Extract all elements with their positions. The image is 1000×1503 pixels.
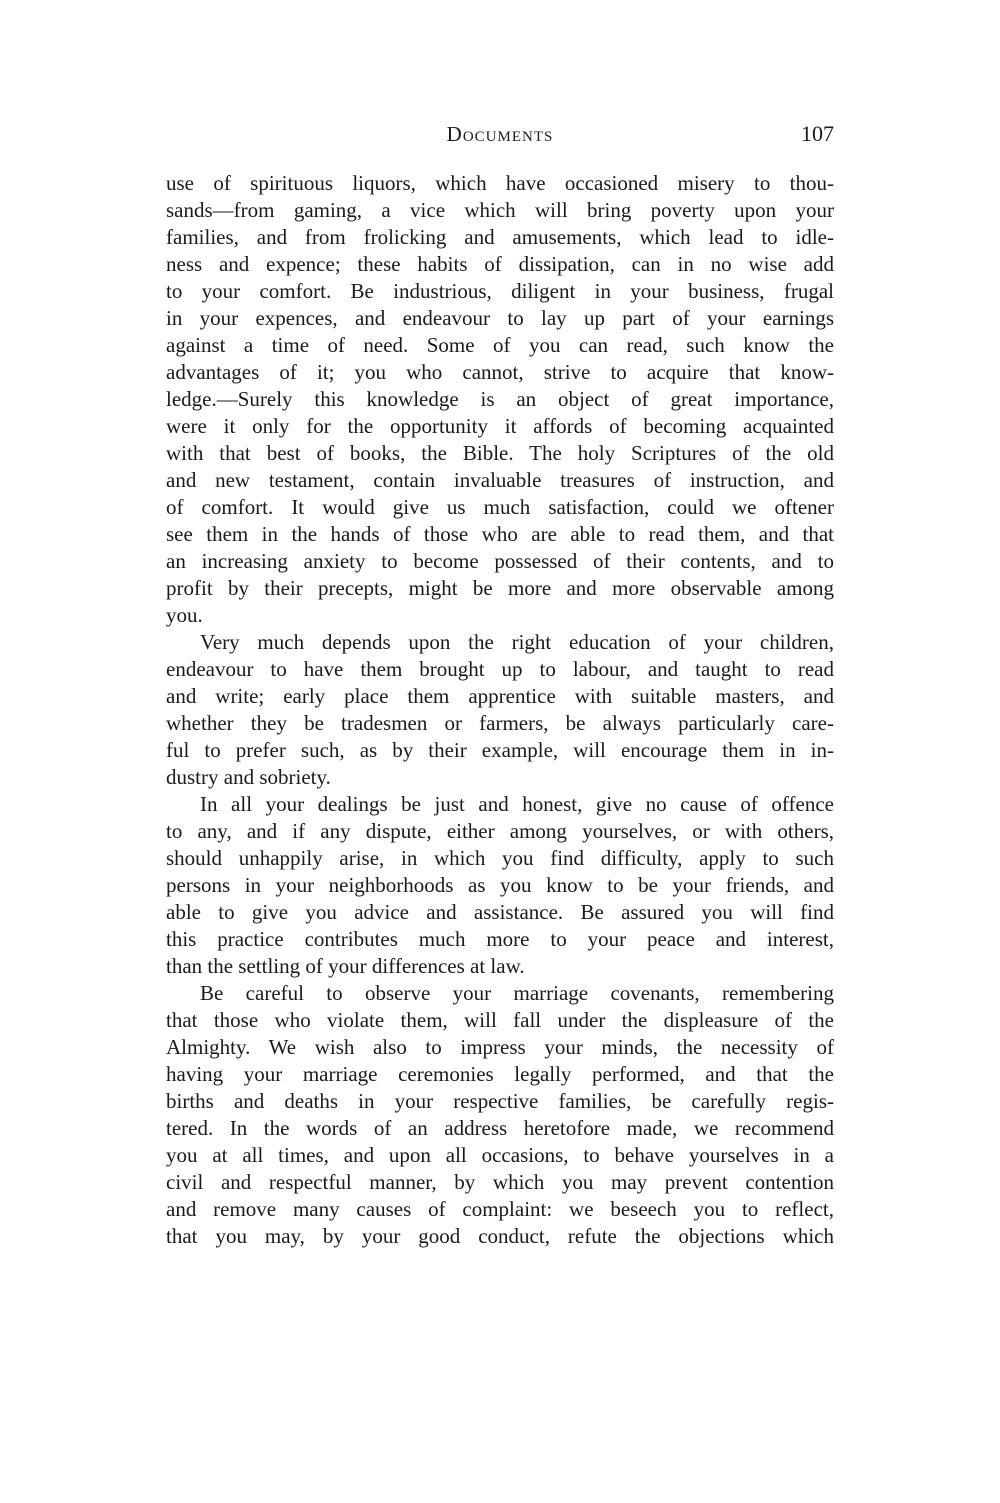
text-line: families, and from frolicking and amusements, which lead to idle- xyxy=(166,225,834,249)
text-line: able to give you advice and assistance. Be assured you will find xyxy=(166,900,834,924)
text-line: Almighty. We wish also to impress your minds, the necessity of xyxy=(166,1035,834,1059)
text-line: and new testament, contain invaluable treasures of instruction, and xyxy=(166,468,834,492)
running-head xyxy=(166,122,834,146)
text-line: against a time of need. Some of you can read, such know the xyxy=(166,333,834,357)
text-line: you at all times, and upon all occasions, to behave yourselves in a xyxy=(166,1143,834,1167)
text-line: with that best of books, the Bible. The holy Scriptures of the old xyxy=(166,441,834,465)
text-line: see them in the hands of those who are able to read them, and that xyxy=(166,522,834,546)
text-line: to any, and if any dispute, either among yourselves, or with others, xyxy=(166,819,834,843)
text-line: should unhappily arise, in which you find difficulty, apply to such xyxy=(166,846,834,870)
text-line: endeavour to have them brought up to labour, and taught to read xyxy=(166,657,834,681)
text-line: use of spirituous liquors, which have occasioned misery to thou- xyxy=(166,171,834,195)
text-line: births and deaths in your respective families, be carefully regis- xyxy=(166,1089,834,1113)
paragraph xyxy=(166,791,834,980)
text-line: an increasing anxiety to become possessed of their contents, and to xyxy=(166,549,834,573)
text-line: civil and respectful manner, by which you may prevent contention xyxy=(166,1170,834,1194)
text-line: Be careful to observe your marriage covenants, remembering xyxy=(200,981,834,1005)
text-line: that those who violate them, will fall under the displeasure of the xyxy=(166,1008,834,1032)
text-line: In all your dealings be just and honest, give no cause of offence xyxy=(200,792,834,816)
body-text xyxy=(166,170,834,1250)
text-line: persons in your neighborhoods as you know to be your friends, and xyxy=(166,873,834,897)
text-line: profit by their precepts, might be more and more observable among xyxy=(166,576,834,600)
paragraph xyxy=(166,170,834,629)
page-number: 107 xyxy=(801,121,834,146)
text-line: having your marriage ceremonies legally performed, and that the xyxy=(166,1062,834,1086)
text-line: to your comfort. Be industrious, diligent in your business, frugal xyxy=(166,279,834,303)
text-line: were it only for the opportunity it affords of becoming acquainted xyxy=(166,414,834,438)
text-line: Very much depends upon the right education of your children, xyxy=(200,630,834,654)
text-line: dustry and sobriety. xyxy=(166,765,331,789)
text-line: sands—from gaming, a vice which will bring poverty upon your xyxy=(166,198,834,222)
text-line: that you may, by your good conduct, refute the objections which xyxy=(166,1224,834,1248)
page-title: Documents xyxy=(446,122,554,146)
text-line: this practice contributes much more to your peace and interest, xyxy=(166,927,834,951)
text-line: and write; early place them apprentice with suitable masters, and xyxy=(166,684,834,708)
paragraph xyxy=(166,980,834,1250)
text-line: and remove many causes of complaint: we beseech you to reflect, xyxy=(166,1197,834,1221)
text-line: whether they be tradesmen or farmers, be always particularly care- xyxy=(166,711,834,735)
text-line: of comfort. It would give us much satisfaction, could we oftener xyxy=(166,495,834,519)
text-line: than the settling of your differences at law. xyxy=(166,954,525,978)
text-line: advantages of it; you who cannot, strive to acquire that know- xyxy=(166,360,834,384)
paragraph xyxy=(166,629,834,791)
text-line: in your expences, and endeavour to lay up part of your earnings xyxy=(166,306,834,330)
text-line: you. xyxy=(166,603,203,627)
text-line: ness and expence; these habits of dissipation, can in no wise add xyxy=(166,252,834,276)
text-line: ful to prefer such, as by their example, will encourage them in in- xyxy=(166,738,834,762)
text-line: tered. In the words of an address heretofore made, we recommend xyxy=(166,1116,834,1140)
text-line: ledge.—Surely this knowledge is an object of great importance, xyxy=(166,387,834,411)
